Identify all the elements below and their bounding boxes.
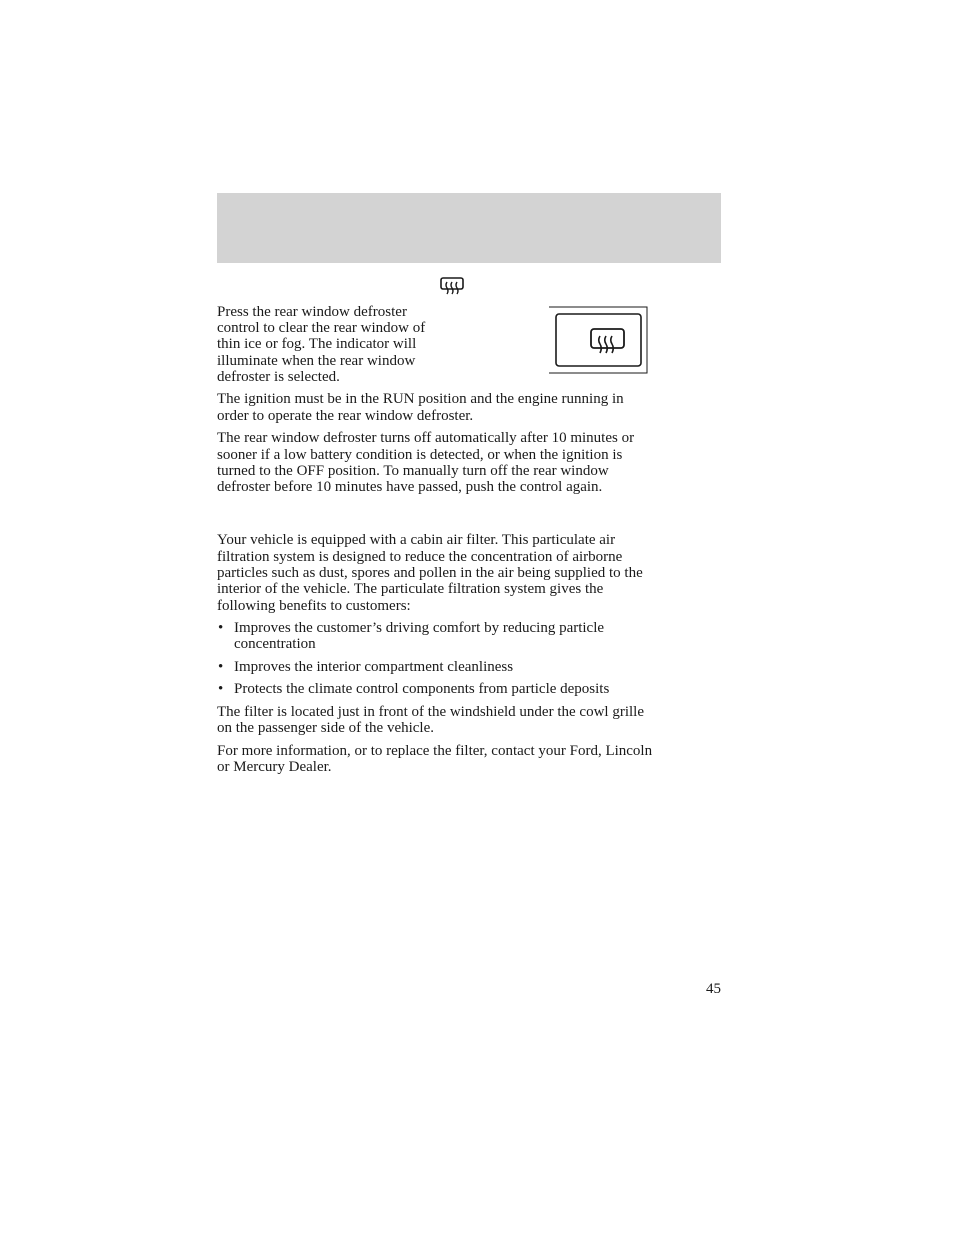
bullet-text: Protects the climate control components from particle deposits [234, 681, 610, 697]
bullet-dot: • [218, 659, 224, 675]
filter-location-line-2: on the passenger side of the vehicle. [217, 720, 435, 736]
cabin-filter-intro-line-1: Your vehicle is equipped with a cabin air filter. This particulate air [217, 532, 616, 548]
cabin-filter-intro-line-3: particles such as dust, spores and pollen in the air being supplied to the [217, 565, 643, 581]
defroster-button-illustration [548, 306, 649, 374]
page-number: 45 [706, 981, 721, 997]
defroster-auto-off-line-4: defroster before 10 minutes have passed, push the control again. [217, 479, 603, 495]
defroster-intro-line-5: defroster is selected. [217, 369, 340, 385]
defroster-ignition-line-2: order to operate the rear window defroster. [217, 408, 474, 424]
dealer-info-line-2: or Mercury Dealer. [217, 759, 332, 775]
bullet-text: Improves the interior compartment cleanliness [234, 659, 514, 675]
defroster-ignition-line-1: The ignition must be in the RUN position and the engine running in [217, 391, 624, 407]
header-band [217, 193, 721, 263]
defroster-auto-off-line-2: sooner if a low battery condition is detected, or when the ignition is [217, 447, 623, 463]
defroster-auto-off-line-3: turned to the OFF position. To manually turn off the rear window [217, 463, 609, 479]
defroster-intro-line-4: illuminate when the rear window [217, 353, 416, 369]
cabin-filter-intro-line-2: filtration system is designed to reduce the concentration of airborne [217, 549, 623, 565]
filter-location-line-1: The filter is located just in front of the windshield under the cowl grille [217, 704, 644, 720]
defroster-intro-line-1: Press the rear window defroster [217, 304, 407, 320]
cabin-filter-intro-line-4: interior of the vehicle. The particulate filtration system gives the [217, 581, 604, 597]
bullet-text: Improves the customer’s driving comfort by reducing particle [234, 620, 605, 636]
bullet-dot: • [218, 681, 224, 697]
defroster-intro-line-2: control to clear the rear window of [217, 320, 426, 336]
bullet-text: concentration [234, 636, 316, 652]
rear-defroster-heading-icon [439, 276, 465, 298]
bullet-dot: • [218, 620, 224, 636]
cabin-filter-intro-line-5: following benefits to customers: [217, 598, 411, 614]
dealer-info-line-1: For more information, or to replace the filter, contact your Ford, Lincoln [217, 743, 653, 759]
defroster-intro-line-3: thin ice or fog. The indicator will [217, 336, 417, 352]
defroster-auto-off-line-1: The rear window defroster turns off automatically after 10 minutes or [217, 430, 635, 446]
